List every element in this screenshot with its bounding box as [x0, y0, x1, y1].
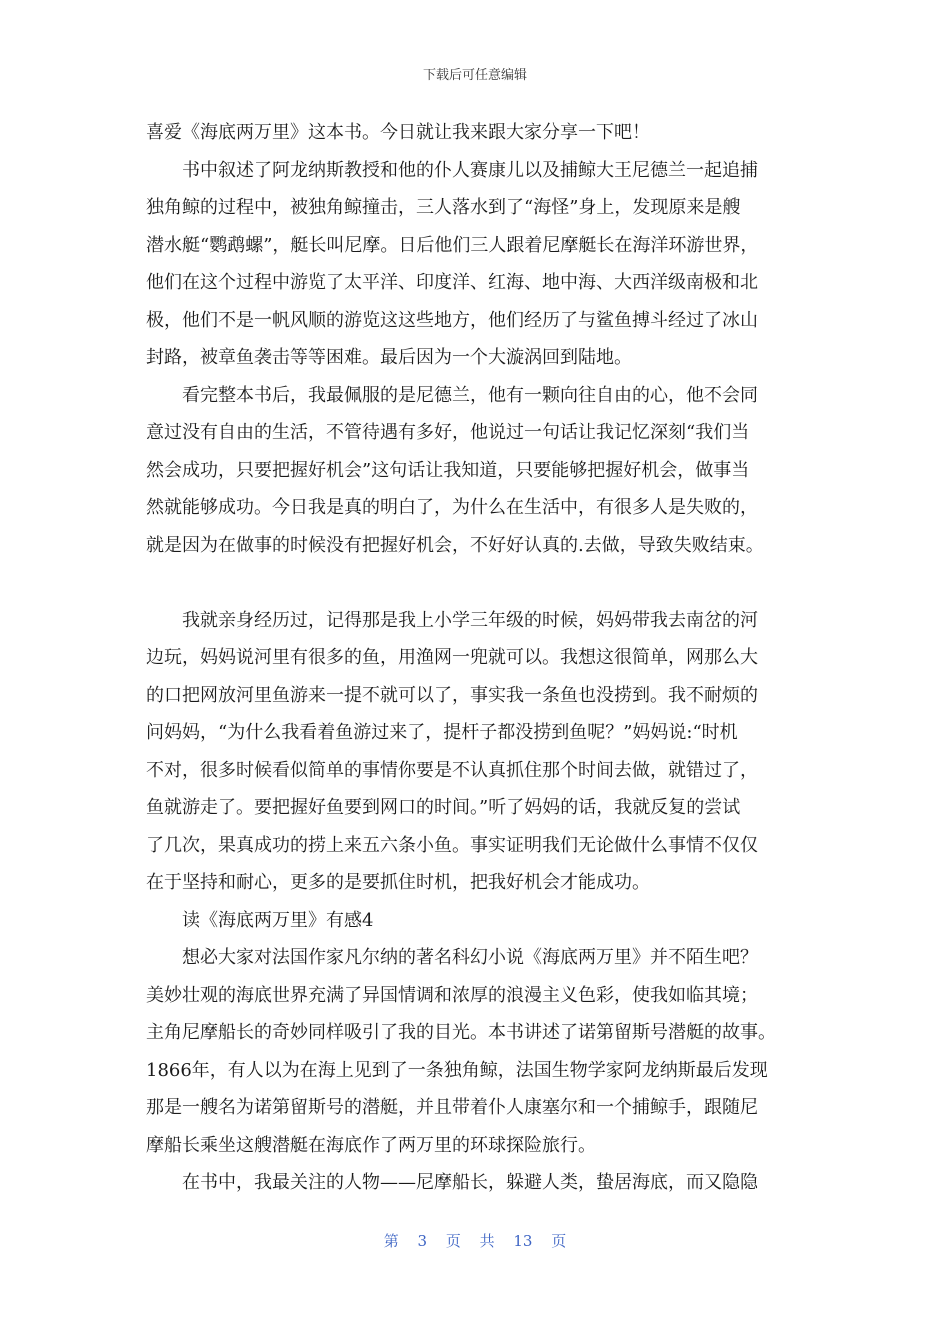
text-line: 我就亲身经历过，记得那是我上小学三年级的时候，妈妈带我去南岔的河 — [182, 609, 758, 631]
text-line: 边玩，妈妈说河里有很多的鱼，用渔网一兜就可以。我想这很简单，网那么大 — [146, 647, 758, 668]
text-line: 了几次，果真成功的捞上来五六条小鱼。事实证明我们无论做什么事情不仅仅 — [146, 834, 758, 856]
text-line: 然会成功，只要把握好机会”这句话让我知道，只要能够把握好机会，做事当 — [146, 459, 750, 481]
document-body — [146, 114, 812, 1202]
text-line: 在于坚持和耐心，更多的是要抓住时机，把我好机会才能成功。 — [146, 872, 650, 893]
text-line: 书中叙述了阿龙纳斯教授和他的仆人赛康儿以及捕鲸大王尼德兰一起追捕 — [182, 159, 758, 181]
text-line: 摩船长乘坐这艘潜艇在海底作了两万里的环球探险旅行。 — [146, 1134, 596, 1156]
text-line: 那是一艘名为诺第留斯号的潜艇，并且带着仆人康塞尔和一个捕鲸手，跟随尼 — [146, 1097, 758, 1118]
text-line: 1866年，有人以为在海上见到了一条独角鲸，法国生物学家阿龙纳斯最后发现 — [146, 1059, 768, 1081]
text-line: 然就能够成功。今日我是真的明白了，为什么在生活中，有很多人是失败的， — [146, 497, 758, 518]
text-line: 喜爱《海底两万里》这本书。今日就让我来跟大家分享一下吧！ — [146, 122, 650, 143]
text-line: 潜水艇“鹦鹉螺”，艇长叫尼摩。日后他们三人跟着尼摩艇长在海洋环游世界， — [146, 234, 759, 256]
text-line: 不对，很多时候看似简单的事情你要是不认真抓住那个时间去做，就错过了， — [146, 759, 758, 781]
text-line: 就是因为在做事的时候没有把握好机会，不好好认真的.去做，导致失败结束。 — [146, 534, 764, 556]
text-line: 鱼就游走了。要把握好鱼要到网口的时间。”听了妈妈的话，我就反复的尝试 — [146, 797, 741, 818]
text-line: 极，他们不是一帆风顺的游览这这些地方，他们经历了与鲨鱼搏斗经过了冰山 — [146, 309, 758, 331]
text-line: 看完整本书后，我最佩服的是尼德兰，他有一颗向往自由的心，他不会同 — [182, 384, 758, 406]
blank-line — [146, 564, 812, 602]
text-line: 想必大家对法国作家凡尔纳的著名科幻小说《海底两万里》并不陌生吧？ — [182, 947, 758, 968]
text-line: 封路，被章鱼袭击等等困难。最后因为一个大漩涡回到陆地。 — [146, 347, 632, 368]
text-line: 美妙壮观的海底世界充满了异国情调和浓厚的浪漫主义色彩，使我如临其境； — [146, 984, 758, 1006]
text-line: 主角尼摩船长的奇妙同样吸引了我的目光。本书讲述了诺第留斯号潜艇的故事。 — [146, 1022, 776, 1043]
text-line: 意过没有自由的生活，不管待遇有多好，他说过一句话让我记忆深刻“我们当 — [146, 422, 750, 443]
page-number: 第 3 页 共 13 页 — [383, 1232, 567, 1250]
text-line: 独角鲸的过程中，被独角鲸撞击，三人落水到了“海怪”身上，发现原来是艘 — [146, 197, 741, 218]
text-line: 的口把网放河里鱼游来一提不就可以了，事实我一条鱼也没捞到。我不耐烦的 — [146, 684, 758, 706]
page-header: 下载后可任意编辑 — [422, 68, 527, 83]
text-line: 在书中，我最关注的人物——尼摩船长，躲避人类，蛰居海底，而又隐隐 — [182, 1172, 758, 1193]
text-line: 问妈妈，“为什么我看着鱼游过来了，提杆子都没捞到鱼呢？”妈妈说:“时机 — [146, 722, 738, 743]
text-line: 他们在这个过程中游览了太平洋、印度洋、红海、地中海、大西洋级南极和北 — [146, 272, 758, 293]
text-line: 读《海底两万里》有感4 — [182, 909, 374, 931]
